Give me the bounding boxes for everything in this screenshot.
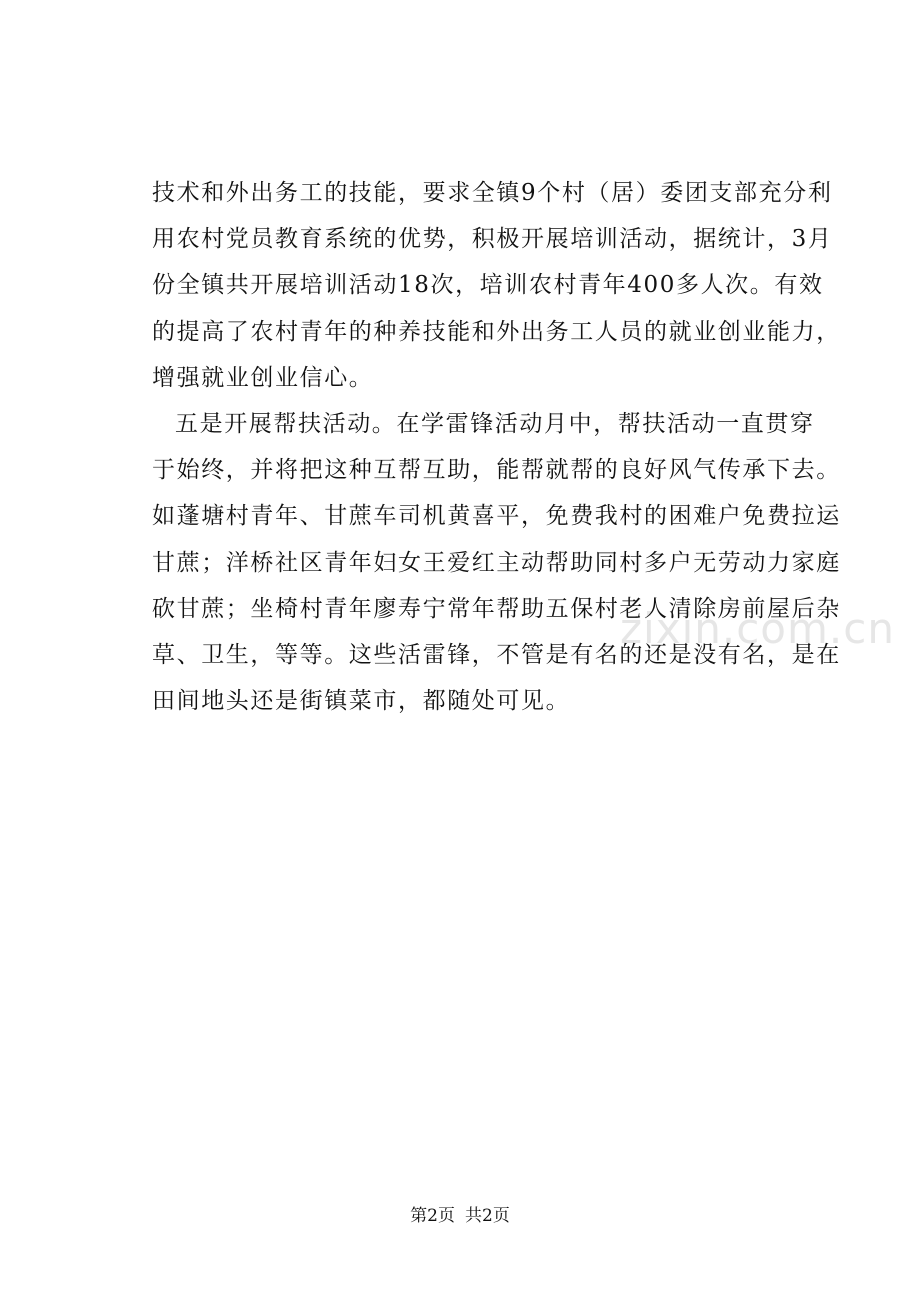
paragraph-line: 草、卫生，等等。这些活雷锋，不管是有名的还是没有名，是在: [152, 641, 841, 668]
paragraph-line: 于始终，并将把这种互帮互助，能帮就帮的良好风气传承下去。: [152, 457, 841, 484]
page-number: 第2页: [410, 1206, 455, 1226]
page-footer: [0, 1201, 920, 1226]
paragraph-line: 如蓬塘村青年、甘蔗车司机黄喜平，免费我村的困难户免费拉运: [152, 503, 841, 530]
paragraph-line: 技术和外出务工的技能，要求全镇9个村（居）委团支部充分利: [152, 180, 833, 206]
paragraph-line: 五是开展帮扶活动。在学雷锋活动月中，帮扶活动一直贯穿: [175, 410, 815, 437]
watermark: zixin.com.cn: [620, 604, 895, 653]
paragraph-line: 砍甘蔗；坐椅村青年廖寿宁常年帮助五保村老人清除房前屋后杂: [152, 595, 841, 622]
paragraph-line: 用农村党员教育系统的优势，积极开展培训活动，据统计，3月: [152, 226, 833, 253]
page-total: 共2页: [465, 1206, 510, 1226]
paragraph-line: 份全镇共开展培训活动18次，培训农村青年400多人次。有效: [152, 272, 824, 299]
body-text: [152, 170, 841, 724]
paragraph-line: 甘蔗；洋桥社区青年妇女王爱红主动帮助同村多户无劳动力家庭: [152, 549, 841, 576]
paragraph-line: 的提高了农村青年的种养技能和外出务工人员的就业创业能力，: [152, 318, 841, 345]
paragraph-line: 增强就业创业信心。: [152, 364, 374, 391]
paragraph-line: 田间地头还是街镇菜市，都随处可见。: [152, 688, 571, 715]
